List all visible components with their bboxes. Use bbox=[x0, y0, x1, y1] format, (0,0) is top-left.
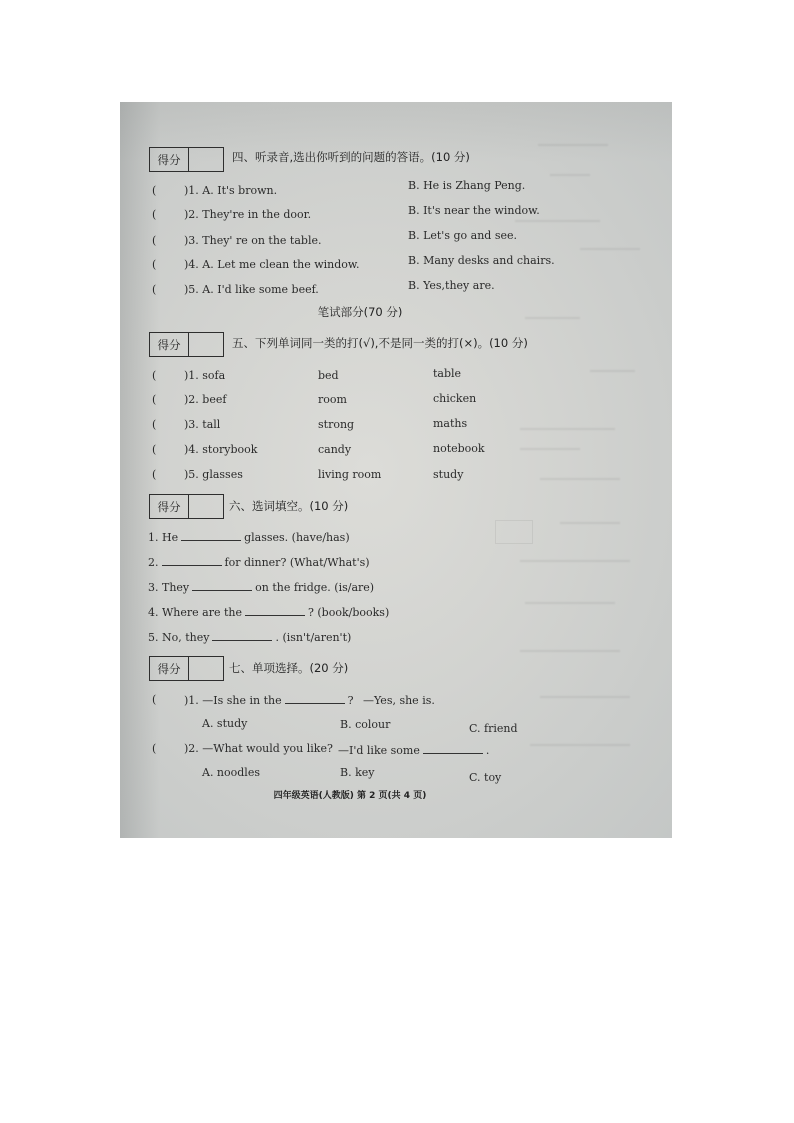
bleed-through-mark bbox=[515, 220, 600, 222]
choice-b: B. key bbox=[340, 766, 375, 779]
section-title: 七、单项选择。(20 分) bbox=[229, 661, 349, 675]
question-text-after: ? bbox=[347, 694, 354, 707]
bleed-through-mark bbox=[520, 448, 580, 450]
answer-bracket: ( bbox=[152, 208, 157, 221]
fill-in-item bbox=[148, 605, 389, 620]
bleed-through-mark bbox=[550, 174, 590, 176]
fill-in-item bbox=[148, 580, 374, 595]
answer-blank bbox=[245, 605, 305, 616]
question-option-a: )1. A. It's brown. bbox=[184, 184, 278, 197]
bleed-through-mark bbox=[540, 696, 630, 698]
question-reply bbox=[338, 743, 489, 758]
score-box-label: 得分 bbox=[150, 657, 189, 680]
word-1: )3. tall bbox=[184, 418, 221, 431]
fill-in-item bbox=[148, 555, 370, 570]
answer-blank bbox=[285, 693, 345, 704]
question-stem: )2. —What would you like? bbox=[184, 742, 333, 755]
answer-blank bbox=[423, 743, 483, 754]
bleed-through-mark bbox=[520, 650, 620, 652]
fill-in-text-before: 4. Where are the bbox=[148, 606, 242, 619]
choice-c: C. friend bbox=[469, 722, 518, 735]
score-box-label: 得分 bbox=[150, 333, 189, 356]
question-option-a: )5. A. I'd like some beef. bbox=[184, 283, 319, 296]
bleed-through-mark bbox=[525, 602, 615, 604]
bleed-through-mark bbox=[580, 248, 640, 250]
answer-bracket: ( bbox=[152, 418, 157, 431]
score-box bbox=[149, 494, 224, 519]
word-2: living room bbox=[318, 468, 382, 481]
question-text-before: )1. —Is she in the bbox=[184, 694, 282, 707]
choice-a: A. noodles bbox=[202, 766, 260, 779]
score-box bbox=[149, 332, 224, 357]
fill-in-text-after: for dinner? (What/What's) bbox=[224, 556, 370, 569]
answer-blank bbox=[212, 630, 272, 641]
bleed-through-box bbox=[495, 520, 533, 544]
answer-blank bbox=[192, 580, 252, 591]
score-box bbox=[149, 656, 224, 681]
fill-in-text-before: 1. He bbox=[148, 531, 179, 544]
question-option-b: B. Let's go and see. bbox=[408, 229, 517, 242]
section-title: 五、下列单词同一类的打(√),不是同一类的打(×)。(10 分) bbox=[232, 336, 528, 350]
answer-blank bbox=[181, 530, 241, 541]
answer-bracket: ( bbox=[152, 184, 157, 197]
word-3: notebook bbox=[433, 442, 485, 455]
bleed-through-mark bbox=[590, 370, 635, 372]
bleed-through-mark bbox=[540, 478, 620, 480]
word-2: bed bbox=[318, 369, 339, 382]
bleed-through-mark bbox=[530, 744, 630, 746]
answer-blank bbox=[162, 555, 222, 566]
question-option-b: B. It's near the window. bbox=[408, 204, 540, 217]
bleed-through-mark bbox=[525, 317, 580, 319]
question-option-a: )3. They' re on the table. bbox=[184, 234, 322, 247]
answer-bracket: ( bbox=[152, 693, 157, 706]
fill-in-item bbox=[148, 530, 350, 545]
section-title: 四、听录音,选出你听到的问题的答语。(10 分) bbox=[232, 150, 470, 164]
score-box-cell bbox=[189, 657, 223, 680]
bleed-through-mark bbox=[538, 144, 608, 146]
question-option-b: B. Yes,they are. bbox=[408, 279, 495, 292]
answer-bracket: ( bbox=[152, 742, 157, 755]
question-stem bbox=[184, 693, 354, 708]
reply-text-before: —I'd like some bbox=[338, 744, 420, 757]
written-part-header: 笔试部分(70 分) bbox=[317, 305, 403, 319]
word-2: candy bbox=[318, 443, 352, 456]
fill-in-text-before: 5. No, they bbox=[148, 631, 210, 644]
section-title: 六、选词填空。(10 分) bbox=[229, 499, 349, 513]
word-2: strong bbox=[318, 418, 355, 431]
question-option-a: )2. They're in the door. bbox=[184, 208, 312, 221]
answer-bracket: ( bbox=[152, 258, 157, 271]
score-box-label: 得分 bbox=[150, 148, 189, 171]
score-box-cell bbox=[189, 495, 223, 518]
score-box bbox=[149, 147, 224, 172]
reply-text-after: . bbox=[485, 744, 490, 757]
word-3: maths bbox=[433, 417, 468, 430]
score-box-label: 得分 bbox=[150, 495, 189, 518]
word-2: room bbox=[318, 393, 347, 406]
question-option-a: )4. A. Let me clean the window. bbox=[184, 258, 360, 271]
answer-bracket: ( bbox=[152, 393, 157, 406]
choice-c: C. toy bbox=[469, 771, 502, 784]
fill-in-text-before: 3. They bbox=[148, 581, 190, 594]
answer-bracket: ( bbox=[152, 283, 157, 296]
bleed-through-mark bbox=[560, 522, 620, 524]
word-3: study bbox=[433, 468, 464, 481]
fill-in-text-before: 2. bbox=[148, 556, 159, 569]
choice-a: A. study bbox=[202, 717, 248, 730]
fill-in-text-after: glasses. (have/has) bbox=[244, 531, 350, 544]
fill-in-item bbox=[148, 630, 351, 645]
word-1: )4. storybook bbox=[184, 443, 258, 456]
choice-b: B. colour bbox=[340, 718, 391, 731]
score-box-cell bbox=[189, 148, 223, 171]
word-3: chicken bbox=[433, 392, 477, 405]
fill-in-text-after: on the fridge. (is/are) bbox=[255, 581, 375, 594]
word-1: )2. beef bbox=[184, 393, 227, 406]
bleed-through-mark bbox=[520, 560, 630, 562]
answer-bracket: ( bbox=[152, 369, 157, 382]
word-1: )1. sofa bbox=[184, 369, 226, 382]
score-box-cell bbox=[189, 333, 223, 356]
fill-in-text-after: . (isn't/aren't) bbox=[275, 631, 352, 644]
answer-bracket: ( bbox=[152, 234, 157, 247]
answer-bracket: ( bbox=[152, 468, 157, 481]
word-3: table bbox=[433, 367, 462, 380]
question-option-b: B. Many desks and chairs. bbox=[408, 254, 555, 267]
question-reply: —Yes, she is. bbox=[363, 694, 435, 707]
word-1: )5. glasses bbox=[184, 468, 243, 481]
fill-in-text-after: ? (book/books) bbox=[308, 606, 390, 619]
answer-bracket: ( bbox=[152, 443, 157, 456]
page-footer: 四年级英语(人教版) 第 2 页(共 4 页) bbox=[273, 791, 427, 801]
exam-page-photo bbox=[120, 102, 672, 838]
bleed-through-mark bbox=[520, 428, 615, 430]
question-option-b: B. He is Zhang Peng. bbox=[408, 179, 526, 192]
